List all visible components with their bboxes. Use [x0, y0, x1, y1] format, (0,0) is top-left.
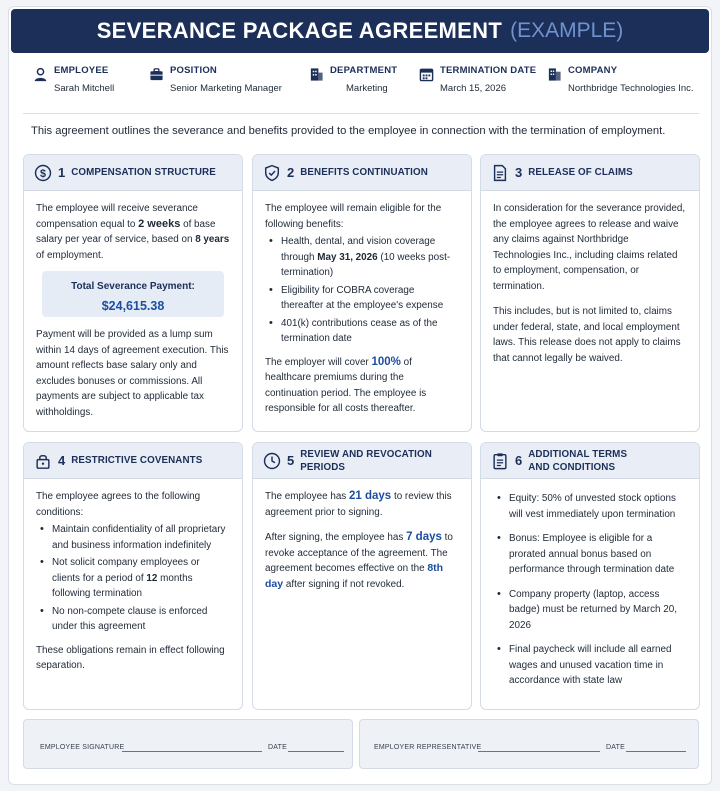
section-number: 2 [287, 165, 295, 180]
payment-paragraph: Payment will be provided as a lump sum within 14 days of agreement execution. This amount reflects base salary only and excludes bonuses or commissions. All payments are subject to applicable tax withholdings. [36, 329, 229, 418]
info-position [149, 65, 282, 94]
section-body [253, 191, 471, 417]
document-title-suffix: (EXAMPLE) [510, 19, 624, 42]
title-banner [11, 9, 709, 53]
section-title: BENEFITS CONTINUATION [300, 167, 428, 178]
office-building-icon [547, 67, 562, 82]
date-label: DATE [606, 744, 625, 751]
section-number: 5 [287, 453, 295, 468]
section-header [481, 155, 699, 191]
calendar-icon [419, 67, 434, 82]
section-body [24, 479, 242, 674]
info-value: Sarah Mitchell [54, 83, 115, 94]
section-restrictive-covenants [23, 442, 243, 710]
info-value: Marketing [346, 83, 388, 94]
intro-text: This agreement outlines the severance and benefits provided to the employee in connection with the termination of employment. [31, 125, 666, 137]
shield-icon [263, 164, 281, 182]
section-title: REVIEW AND REVOCATION PERIODS [300, 448, 432, 473]
compensation-paragraph: The employee will receive severance compensation equal to 2 weeks of base salary per year of service, based on 8 years of employment. [36, 203, 230, 261]
document-icon [491, 164, 509, 182]
section-benefits [252, 154, 472, 432]
section-header [253, 155, 471, 191]
employee-signature-label: EMPLOYEE SIGNATURE [40, 744, 125, 751]
section-header [24, 155, 242, 191]
lock-icon [34, 452, 52, 470]
section-body [253, 479, 471, 592]
section-number: 6 [515, 453, 523, 468]
svg-text:$: $ [40, 167, 46, 180]
info-employee [33, 65, 114, 94]
covenants-list [36, 522, 230, 635]
obligations-paragraph: These obligations remain in effect following separation. [36, 644, 225, 671]
section-title: COMPENSATION STRUCTURE [71, 167, 216, 178]
info-department [309, 65, 397, 94]
clipboard-icon [491, 452, 509, 470]
benefits-list [265, 234, 459, 347]
clock-icon [263, 452, 281, 470]
review-paragraph: The employee has 21 days to review this agreement prior to signing. [265, 490, 452, 518]
coverage-paragraph: The employer will cover 100% of healthcare premiums during the continuation period. The employee is responsible for all costs thereafter. [265, 355, 427, 414]
divider [23, 113, 699, 114]
section-header [253, 443, 471, 479]
section-body [481, 479, 699, 689]
employee-signature-line[interactable] [122, 751, 262, 752]
list-item: • Eligibility for COBRA coverage thereafter at the employee's expense [265, 283, 459, 314]
section-compensation [23, 154, 243, 432]
section-header [24, 443, 242, 479]
section-number: 3 [515, 165, 523, 180]
total-severance-box [42, 271, 224, 317]
terms-list [493, 491, 687, 689]
employee-signature-block [23, 719, 353, 769]
section-number: 4 [58, 453, 66, 468]
section-review-revocation [252, 442, 472, 710]
section-release-claims [480, 154, 700, 432]
info-label: POSITION [170, 65, 217, 76]
info-label: DEPARTMENT [330, 65, 398, 76]
section-title: RELEASE OF CLAIMS [528, 167, 633, 178]
list-item: • Final paycheck will include all earned wages and unused vacation time in accordance with state law [493, 642, 687, 689]
benefits-intro: The employee will remain eligible for the following benefits: [265, 203, 442, 230]
list-item: • Company property (laptop, access badge) must be returned by March 20, 2026 [493, 587, 687, 634]
list-item: • Not solicit company employees or clients for a period of 12 months following termination [36, 555, 230, 602]
list-item: • Health, dental, and vision coverage through May 31, 2026 (10 weeks post-termination) [265, 234, 459, 281]
section-title: ADDITIONAL TERMS AND CONDITIONS [528, 448, 628, 473]
employee-info-row [9, 65, 712, 107]
info-value: Senior Marketing Manager [170, 83, 282, 94]
person-icon [33, 67, 48, 82]
section-number: 1 [58, 165, 66, 180]
section-body [481, 191, 699, 366]
total-label: Total Severance Payment: [71, 281, 195, 292]
employer-signature-line[interactable] [478, 751, 600, 752]
info-value: Northbridge Technologies Inc. [568, 83, 694, 94]
section-title: RESTRICTIVE COVENANTS [71, 455, 203, 466]
section-additional-terms [480, 442, 700, 710]
info-label: TERMINATION DATE [440, 65, 537, 76]
info-termination-date [419, 65, 536, 94]
revocation-paragraph: After signing, the employee has 7 days to revoke acceptance of the agreement. The agreement becomes effective on the 8th day after signing if not revoked. [265, 531, 453, 590]
employee-date-line[interactable] [288, 751, 344, 752]
release-scope-paragraph: This includes, but is not limited to, claims under federal, state, and local employment laws. This release does not apply to claims that cannot legally be waived. [493, 306, 681, 364]
list-item: • Bonus: Employee is eligible for a prorated annual bonus based on performance through termination date [493, 531, 687, 578]
date-label: DATE [268, 744, 287, 751]
section-header [481, 443, 699, 479]
total-value: $24,615.38 [101, 298, 165, 313]
dollar-icon [34, 164, 52, 182]
employer-date-line[interactable] [626, 751, 686, 752]
building-icon [309, 67, 324, 82]
list-item: • 401(k) contributions cease as of the termination date [265, 316, 459, 347]
employer-signature-label: EMPLOYER REPRESENTATIVE [374, 744, 482, 751]
list-item: • Equity: 50% of unvested stock options will vest immediately upon termination [493, 491, 687, 522]
info-label: EMPLOYEE [54, 65, 109, 76]
release-paragraph: In consideration for the severance provided, the employee agrees to release and waive any claims against Northbridge Technologies Inc., including claims related to employment, compensation, or termination. [493, 203, 686, 292]
info-value: March 15, 2026 [440, 83, 507, 94]
agreement-page [8, 6, 712, 785]
info-label: COMPANY [568, 65, 618, 76]
list-item: • Maintain confidentiality of all proprietary and business information indefinitely [36, 522, 230, 553]
section-body [24, 191, 242, 420]
document-title: SEVERANCE PACKAGE AGREEMENT [96, 18, 503, 43]
covenants-intro: The employee agrees to the following conditions: [36, 491, 201, 518]
list-item: • No non-compete clause is enforced under this agreement [36, 604, 230, 635]
info-company [547, 65, 694, 94]
employer-signature-block [359, 719, 699, 769]
briefcase-icon [149, 67, 164, 82]
